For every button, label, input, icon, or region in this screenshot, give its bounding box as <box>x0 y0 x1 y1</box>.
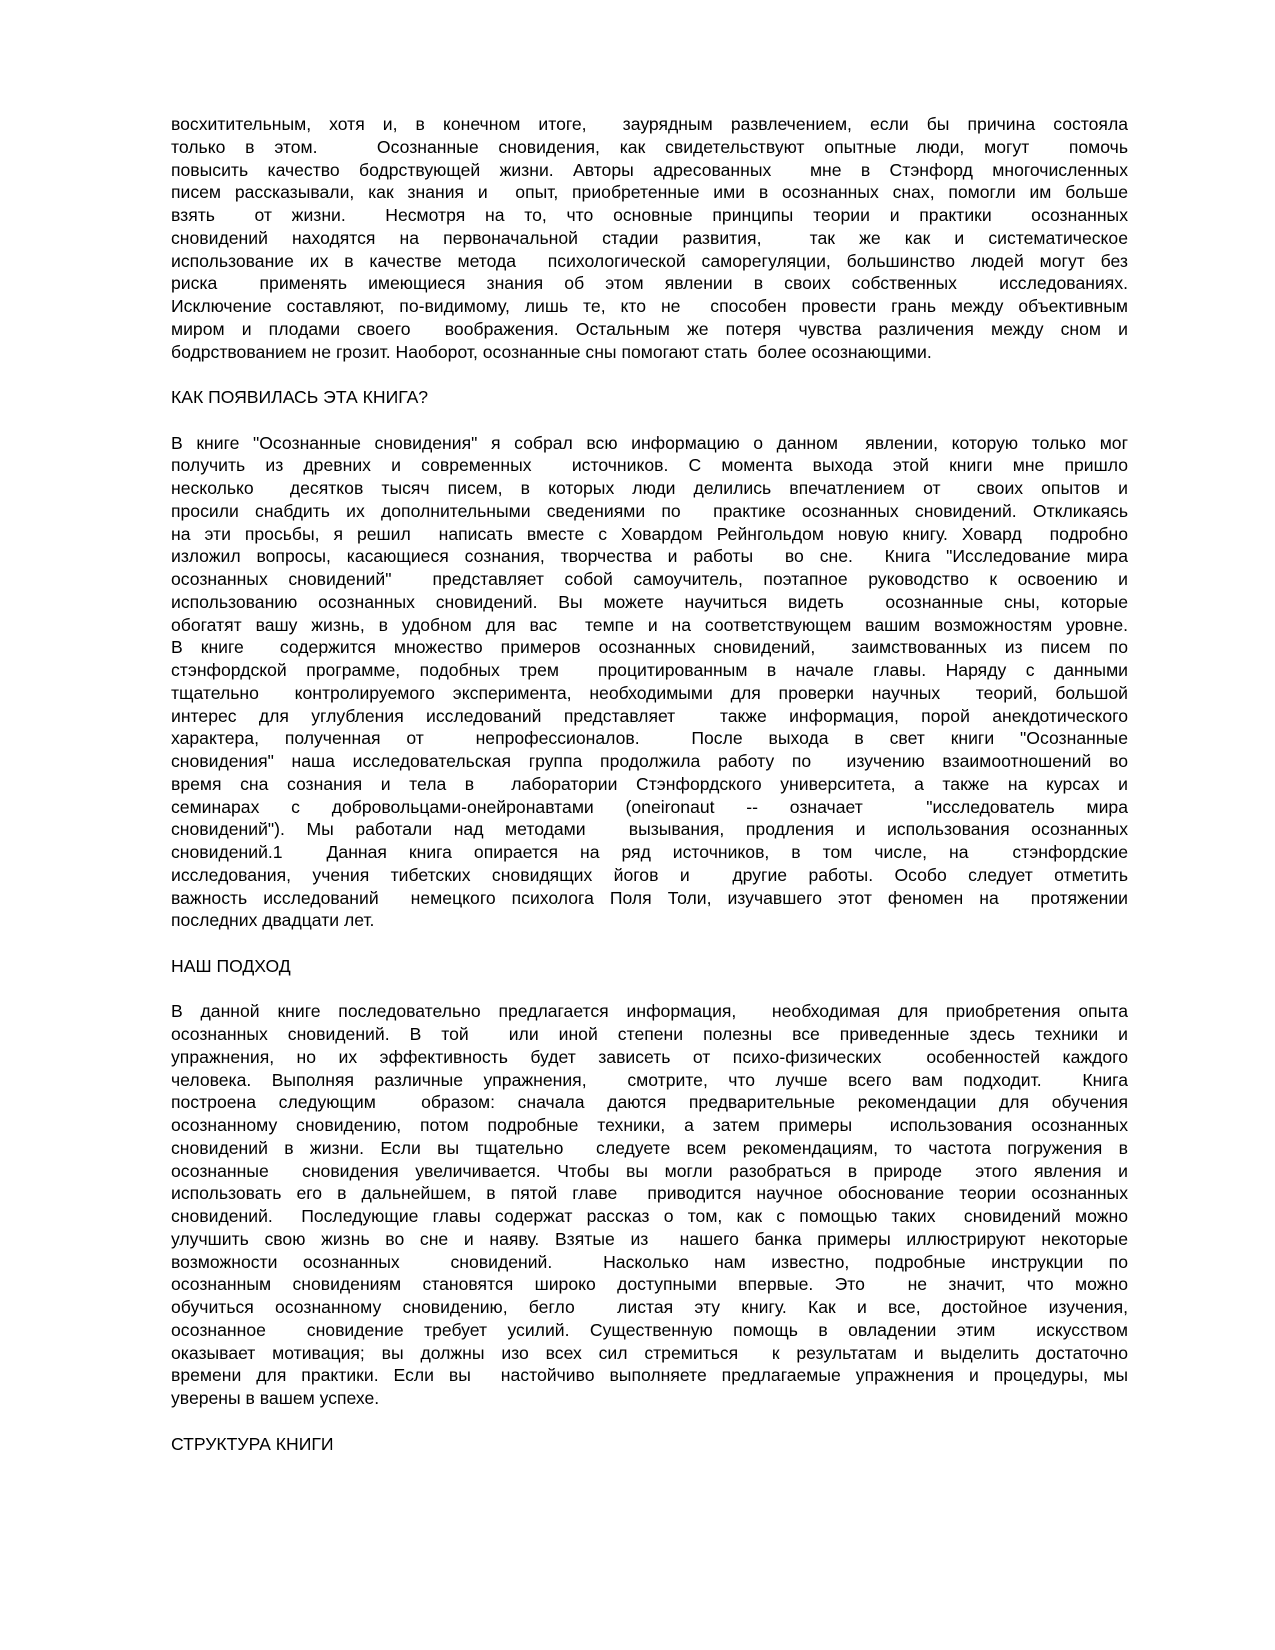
text-line: стэнфордской программе, подобных трем процитированным в начале главы. Наряду с данными <box>171 660 1128 680</box>
text-line: обогатят вашу жизнь, в удобном для вас темпе и на соответствующем вашим возможностям уровне. <box>171 614 1128 635</box>
paragraph-our-approach <box>171 1000 1128 1410</box>
text-line: исследования, учения тибетских сновидящих йогов и другие работы. Особо следует отметить <box>171 864 1128 885</box>
text-line: несколько десятков тысяч писем, в которых люди делились впечатлением от своих опытов и <box>171 478 1128 498</box>
text-line: сновидений.1 Данная книга опирается на ряд источников, в том числе, на стэнфордские <box>171 842 1128 862</box>
text-line: использование их в качестве метода психологической саморегуляции, большинство людей могут без <box>171 250 1128 271</box>
text-line: характера, полученная от непрофессионалов. После выхода в свет книги "Осознанные <box>171 728 1128 749</box>
text-line: улучшить свою жизнь во сне и наяву. Взятые из нашего банка примеры иллюстрируют некоторые <box>171 1228 1128 1249</box>
text-line: В книге "Осознанные сновидения" я собрал всю информацию о данном явлении, которую только мог <box>171 432 1128 453</box>
text-line: риска применять имеющиеся знания об этом явлении в своих собственных исследованиях. <box>171 273 1128 294</box>
text-line: взять от жизни. Несмотря на то, что основные принципы теории и практики осознанных <box>171 205 1128 225</box>
section-heading-how-book-appeared: КАК ПОЯВИЛАСЬ ЭТА КНИГА? <box>171 387 429 407</box>
text-line: изложил вопросы, касающиеся сознания, творчества и работы во сне. Книга "Исследование мира <box>171 546 1128 567</box>
text-line: упражнения, но их эффективность будет зависеть от психо-физических особенностей каждого <box>171 1046 1128 1067</box>
text-line: время сна сознания и тела в лаборатории Стэнфордского университета, а также на курсах и <box>171 773 1128 794</box>
text-line: на эти просьбы, я решил написать вместе с Ховардом Рейнгольдом новую книгу. Ховард подробно <box>171 523 1128 544</box>
text-line: сновидений находятся на первоначальной стадии развития, так же как и систематическое <box>171 227 1128 248</box>
spacer <box>171 1410 1128 1433</box>
text-line: миром и плодами своего воображения. Остальным же потеря чувства различения между сном и <box>171 318 1128 339</box>
text-line: времени для практики. Если вы настойчиво выполняете предлагаемые упражнения и процедуры, мы <box>171 1365 1128 1386</box>
text-line: последних двадцати лет. <box>171 910 375 931</box>
text-line: сновидений. Последующие главы содержат рассказ о том, как с помощью таких сновидений можно <box>171 1206 1128 1226</box>
text-line: осознанным сновидениям становятся широко доступными впервые. Это не значит, что можно <box>171 1274 1128 1295</box>
text-line: использовать его в дальнейшем, в пятой главе приводится научное обоснование теории осознанных <box>171 1183 1128 1204</box>
text-line: тщательно контролируемого эксперимента, необходимыми для проверки научных теорий, большой <box>171 682 1128 703</box>
text-line: уверены в вашем успехе. <box>171 1388 380 1408</box>
text-line: интерес для углубления исследований представляет также информация, порой анекдотического <box>171 705 1128 726</box>
text-line: возможности осознанных сновидений. Насколько нам известно, подробные инструкции по <box>171 1251 1128 1272</box>
text-line: восхитительным, хотя и, в конечном итоге, заурядным развлечением, если бы причина состояла <box>171 114 1128 134</box>
text-line: В данной книге последовательно предлагается информация, необходимая для приобретения опыта <box>171 1001 1128 1022</box>
text-line: обучиться осознанному сновидению, бегло листая эту книгу. Как и все, достойное изучения, <box>171 1297 1128 1317</box>
paragraph-intro-continuation <box>171 113 1128 363</box>
text-line: важность исследований немецкого психолога Поля Толи, изучавшего этот феномен на протяжении <box>171 887 1128 908</box>
text-line: сновидений в жизни. Если вы тщательно следуете всем рекомендациям, то частота погружения в <box>171 1137 1128 1158</box>
text-line: осознанное сновидение требует усилий. Существенную помощь в овладении этим искусством <box>171 1319 1128 1340</box>
text-line: построена следующим образом: сначала даются предварительные рекомендации для обучения <box>171 1092 1128 1113</box>
text-line: получить из древних и современных источников. С момента выхода этой книги мне пришло <box>171 455 1128 476</box>
text-line: человека. Выполняя различные упражнения, смотрите, что лучше всего вам подходит. Книга <box>171 1069 1128 1090</box>
text-line: осознанных сновидений. В той или иной степени полезны все приведенные здесь техники и <box>171 1024 1128 1044</box>
text-line: просили снабдить их дополнительными сведениями по практике осознанных сновидений. Откликаясь <box>171 500 1128 521</box>
text-line: осознанных сновидений" представляет собой самоучитель, поэтапное руководство к освоению и <box>171 569 1128 589</box>
spacer <box>171 409 1128 432</box>
text-line: писем рассказывали, как знания и опыт, приобретенные ими в осознанных снах, помогли им больше <box>171 182 1128 203</box>
text-line: В книге содержится множество примеров осознанных сновидений, заимствованных из писем по <box>171 637 1128 658</box>
text-line: осознанному сновидению, потом подробные техники, а затем примеры использования осознанных <box>171 1115 1128 1135</box>
document-page <box>171 113 1128 1455</box>
text-line: Исключение составляют, по-видимому, лишь те, кто не способен провести грань между объективным <box>171 296 1128 316</box>
text-line: использованию осознанных сновидений. Вы можете научиться видеть осознанные сны, которые <box>171 591 1128 612</box>
spacer <box>171 363 1128 386</box>
section-heading-our-approach: НАШ ПОДХОД <box>171 955 291 976</box>
text-line: оказывает мотивация; вы должны изо всех сил стремиться к результатам и выделить достаточно <box>171 1342 1128 1363</box>
text-line: сновидений"). Мы работали над методами вызывания, продления и использования осознанных <box>171 819 1128 840</box>
text-line: семинарах с добровольцами-онейронавтами (oneironaut -- означает "исследователь мира <box>171 796 1128 817</box>
section-heading-book-structure: СТРУКТУРА КНИГИ <box>171 1433 334 1454</box>
text-line: бодрствованием не грозит. Наоборот, осознанные сны помогают стать более осознающими. <box>171 341 932 362</box>
text-line: только в этом. Осознанные сновидения, как свидетельствуют опытные люди, могут помочь <box>171 136 1128 157</box>
text-line: осознанные сновидения увеличивается. Чтобы вы могли разобраться в природе этого явления и <box>171 1160 1128 1181</box>
text-line: повысить качество бодрствующей жизни. Авторы адресованных мне в Стэнфорд многочисленных <box>171 159 1128 180</box>
spacer <box>171 932 1128 955</box>
spacer <box>171 978 1128 1001</box>
text-line: сновидения" наша исследовательская группа продолжила работу по изучению взаимоотношений во <box>171 751 1128 771</box>
paragraph-how-book-appeared <box>171 432 1128 933</box>
